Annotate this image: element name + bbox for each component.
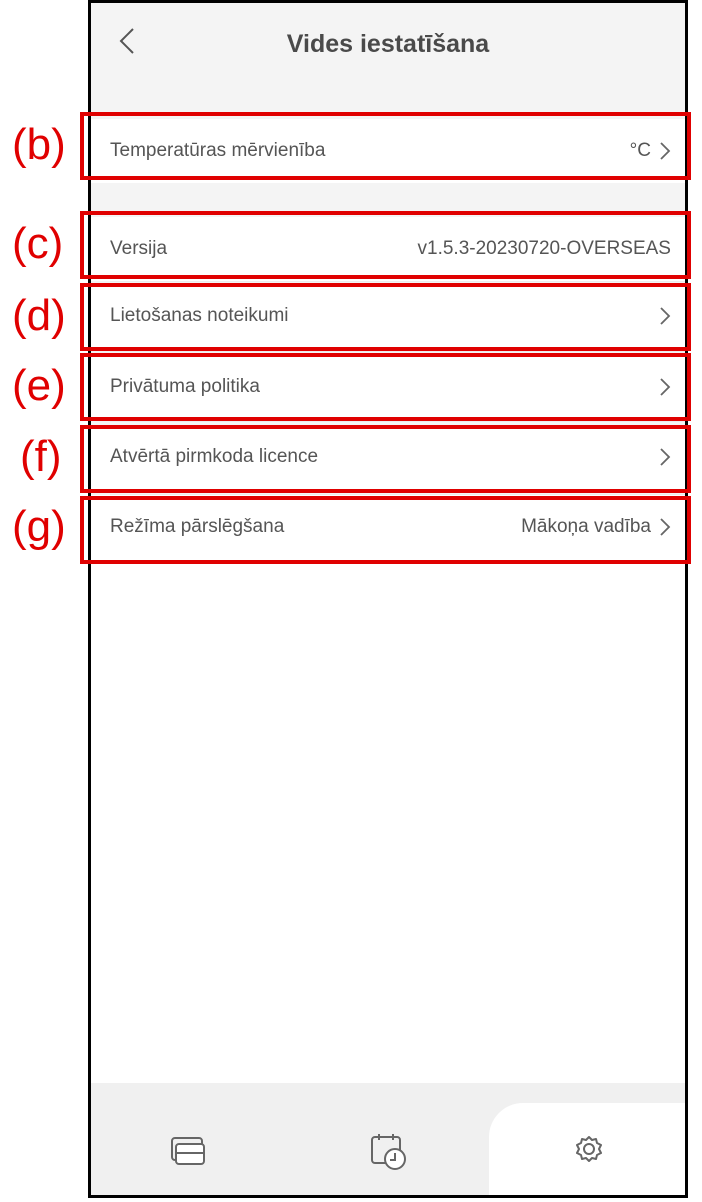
row-label: Temperatūras mērvienība <box>110 140 326 161</box>
divider <box>110 421 685 422</box>
settings-gear-icon[interactable] <box>567 1131 611 1171</box>
annotation-box <box>80 425 691 493</box>
row-label: Privātuma politika <box>110 376 260 397</box>
annotation-box <box>80 211 691 279</box>
annotation-box <box>80 283 691 351</box>
annotation-box <box>80 496 691 564</box>
annotation-label: (f) <box>20 432 62 481</box>
row-value: °C <box>629 140 651 161</box>
annotation-label: (e) <box>12 361 66 410</box>
content-area <box>91 559 685 1089</box>
devices-icon[interactable] <box>166 1131 210 1171</box>
annotation-box <box>80 112 691 180</box>
row-value: Mākoņa vadība <box>521 516 651 537</box>
annotation-box <box>80 353 691 421</box>
row-label: Režīma pārslēgšana <box>110 516 285 537</box>
header <box>91 3 685 89</box>
row-label: Lietošanas noteikumi <box>110 305 289 326</box>
annotation-label: (c) <box>12 219 64 268</box>
row-label: Versija <box>110 238 168 259</box>
schedule-icon[interactable] <box>367 1131 411 1171</box>
row-label: Atvērtā pirmkoda licence <box>110 446 319 467</box>
divider <box>110 281 685 282</box>
annotation-label: (g) <box>12 502 66 551</box>
annotation-label: (d) <box>12 291 66 340</box>
version-value: v1.5.3-20230720-OVERSEAS <box>417 238 671 259</box>
page-title: Vides iestatīšana <box>286 30 490 58</box>
annotation-label: (b) <box>12 120 66 169</box>
tab-bar <box>91 1083 685 1195</box>
divider <box>110 351 685 352</box>
